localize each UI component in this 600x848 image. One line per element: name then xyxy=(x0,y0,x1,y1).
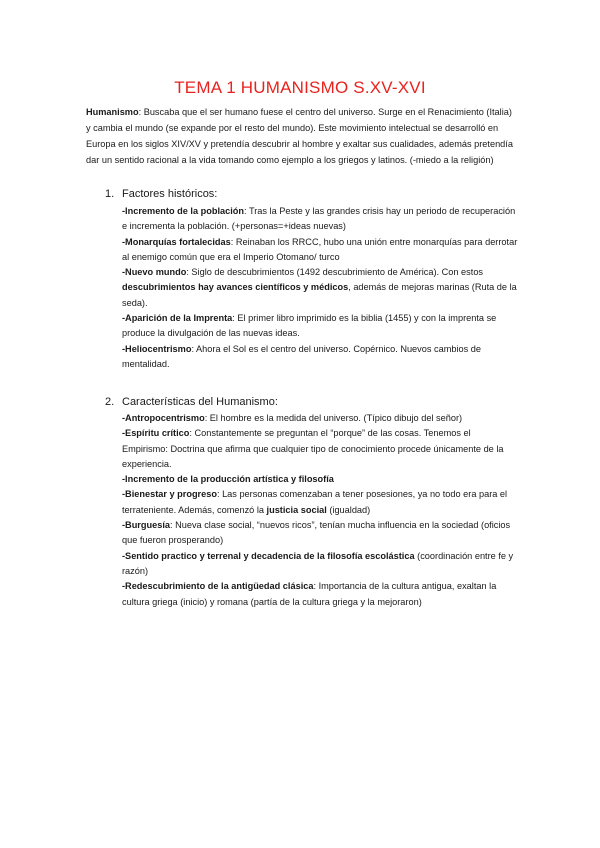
item-text: : Ahora el Sol es el centro del universo. Copérnico. Nuevos cambios de mentalidad. xyxy=(122,343,482,369)
item-term: -Antropocentrismo xyxy=(122,413,205,423)
item-text: : Las personas comenzaban a tener posesiones, ya no todo era para el terrateniente. Además, comenzó la xyxy=(122,489,508,515)
item-text: : Reinaban los RRCC, hubo una unión entre monarquías para derrotar al enemigo común que era el Imperio Otomano/ turco xyxy=(122,236,518,262)
list-item xyxy=(122,411,518,426)
item-term: -Heliocentrismo xyxy=(122,343,192,354)
item-text-secondary: , además de mejoras marinas (Ruta de la seda). xyxy=(122,282,517,308)
list-item xyxy=(122,311,518,342)
item-term: -Sentido practico y terrenal y decadencia de la filosofía escolástica xyxy=(122,550,415,561)
section-number: 2. xyxy=(105,396,115,408)
section-items-humanism-features xyxy=(122,411,518,610)
item-text: : Importancia de la cultura antigua, exaltan la cultura griega (inicio) y romana (partía de la cultura griega y la mejoraron) xyxy=(122,581,497,607)
list-item xyxy=(122,487,518,518)
section-title: Factores históricos: xyxy=(122,188,218,200)
item-term: -Incremento de la producción artística y filosofía xyxy=(122,474,334,485)
list-item xyxy=(122,472,518,487)
item-text: : Constantemente se preguntan el “porque” de las cosas. Tenemos el Empirismo: Doctrina que afirma que cualquier tipo de conocimiento procede únicamente de la experiencia. xyxy=(122,428,504,469)
list-item xyxy=(122,204,518,235)
item-term: -Nuevo mundo xyxy=(122,267,187,278)
item-text: : El hombre es la medida del universo. (Típico dibujo del señor) xyxy=(204,413,463,423)
item-text-secondary: (igualdad) xyxy=(326,504,371,515)
intro-text: : Buscaba que el ser humano fuese el centro del universo. Surge en el Renacimiento (Italia) y cambia el mundo (se expande por el resto del mundo). Este movimiento intelectual se desarrolló en Europa en los siglos XIV/XV y pretendía descubrir al hombre y exaltar sus cualidades, además pretendía dar un sentido racional a la vida tomando como ejemplo a los griegos y latinos. (-miedo a la religión) xyxy=(86,107,513,165)
list-item xyxy=(122,518,518,549)
item-term: -Aparición de la Imprenta xyxy=(122,313,233,324)
item-text: : Siglo de descubrimientos (1492 descubrimiento de América). Con estos xyxy=(186,267,484,278)
item-text: : Tras la Peste y las grandes crisis hay un periodo de recuperación e incrementa la población. (+personas=+ideas nuevas) xyxy=(122,206,516,232)
item-term: -Espíritu crítico xyxy=(122,428,190,439)
section-items-historical-factors xyxy=(122,204,518,372)
section-heading-humanism-features xyxy=(105,396,278,408)
item-text: : Nueva clase social, “nuevos ricos”, tenían mucha influencia en la sociedad (oficios que fueron prosperando) xyxy=(122,520,511,546)
item-term: -Burguesía xyxy=(122,520,170,531)
list-item xyxy=(122,342,518,373)
list-item xyxy=(122,579,518,610)
intro-paragraph xyxy=(86,104,516,168)
item-term: -Incremento de la población xyxy=(122,206,245,216)
list-item xyxy=(122,426,518,472)
item-term-secondary: justicia social xyxy=(266,504,327,515)
item-term: -Monarquías fortalecidas xyxy=(122,236,231,247)
section-number: 1. xyxy=(105,188,115,200)
section-heading-historical-factors xyxy=(105,188,217,200)
item-term: -Redescubrimiento de la antigüedad clásica xyxy=(122,581,314,592)
list-item xyxy=(122,549,518,580)
page-title: TEMA 1 HUMANISMO S.XV-XVI xyxy=(174,78,426,97)
item-term: -Bienestar y progreso xyxy=(122,489,217,500)
list-item xyxy=(122,235,518,266)
intro-term: Humanismo xyxy=(86,107,139,117)
item-term-secondary: descubrimientos hay avances científicos y médicos xyxy=(122,282,349,293)
list-item xyxy=(122,265,518,311)
section-title: Características del Humanismo: xyxy=(122,396,278,408)
item-text: (coordinación entre fe y razón) xyxy=(122,550,514,576)
item-text: : El primer libro imprimido es la biblia (1455) y con la imprenta se produce la divulgación de las nuevas ideas. xyxy=(122,313,497,339)
